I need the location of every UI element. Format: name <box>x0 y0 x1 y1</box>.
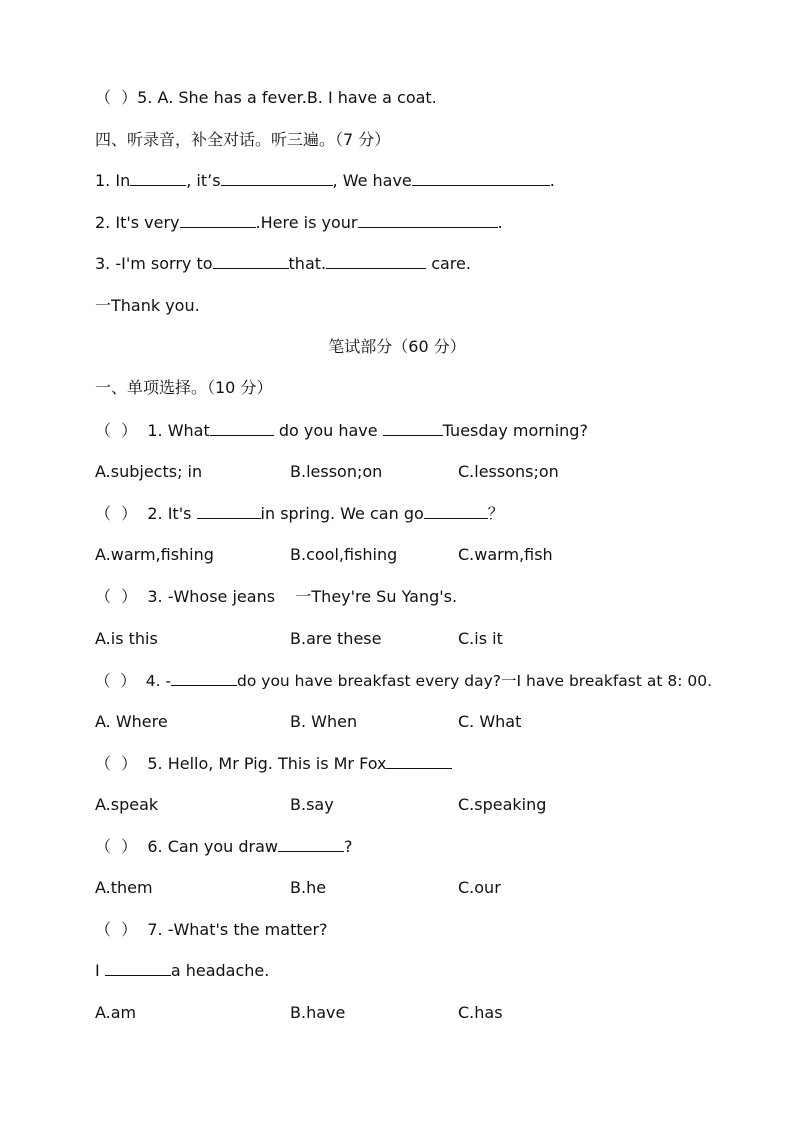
text: （ ） 1. What <box>95 421 210 440</box>
text: 3. -I'm sorry to <box>95 254 213 273</box>
section-1-title: 一、单项选择。（10 分） <box>95 378 273 397</box>
option-c[interactable]: C.is it <box>458 629 503 648</box>
text: do you have breakfast every day?一I have breakfast at 8: 00. <box>237 672 713 690</box>
fill-line-3 <box>95 254 471 274</box>
question-7-response <box>95 961 269 981</box>
answer-blank[interactable] <box>383 421 443 436</box>
text: do you have <box>273 421 383 440</box>
text: Tuesday morning? <box>442 421 588 440</box>
answer-blank[interactable] <box>358 213 498 228</box>
answer-blank[interactable] <box>171 671 237 686</box>
text: ? <box>344 837 353 856</box>
option-c[interactable]: C. What <box>458 712 522 731</box>
written-part-title: 笔试部分（60 分） <box>328 337 466 356</box>
question-2 <box>95 504 504 524</box>
answer-blank[interactable] <box>221 171 333 186</box>
option-a[interactable]: A.them <box>95 878 153 897</box>
option-c[interactable]: C.warm,fish <box>458 545 553 564</box>
answer-blank[interactable] <box>105 961 171 976</box>
answer-blank[interactable] <box>412 171 550 186</box>
answer-blank[interactable] <box>386 754 452 769</box>
option-b[interactable]: B.are these <box>290 629 382 648</box>
answer-blank[interactable] <box>180 213 256 228</box>
text: , We have <box>332 171 412 190</box>
fill-line-2 <box>95 213 503 233</box>
option-a[interactable]: A.warm,fishing <box>95 545 214 564</box>
text: （ ） 6. Can you draw <box>95 837 279 856</box>
question-3: （ ） 3. -Whose jeans 一They're Su Yang's. <box>95 587 458 606</box>
option-b[interactable]: B.say <box>290 795 334 814</box>
option-a[interactable]: A.is this <box>95 629 158 648</box>
option-b[interactable]: B.he <box>290 878 327 897</box>
option-c[interactable]: C.our <box>458 878 501 897</box>
text: ？ <box>487 504 504 523</box>
question-4 <box>95 671 712 691</box>
text: 2. It's very <box>95 213 180 232</box>
text: 1. In <box>95 171 131 190</box>
option-c[interactable]: C.lessons;on <box>458 462 559 481</box>
text: （ ） 5. Hello, Mr Pig. This is Mr Fox <box>95 754 387 773</box>
option-c[interactable]: C.has <box>458 1003 503 1022</box>
answer-blank[interactable] <box>424 504 488 519</box>
option-a[interactable]: A.speak <box>95 795 159 814</box>
text: in spring. We can go <box>260 504 424 523</box>
option-b[interactable]: B.cool,fishing <box>290 545 398 564</box>
text: that. <box>288 254 327 273</box>
option-b[interactable]: B.have <box>290 1003 346 1022</box>
question-7: （ ） 7. -What's the matter? <box>95 920 328 939</box>
option-a[interactable]: A.am <box>95 1003 137 1022</box>
text: （ ） 4. - <box>95 672 172 690</box>
answer-blank[interactable] <box>213 254 289 269</box>
option-b[interactable]: B. When <box>290 712 358 731</box>
text: , it’s <box>186 171 221 190</box>
text: care. <box>426 254 471 273</box>
fill-line-4: 一Thank you. <box>95 296 200 315</box>
answer-blank[interactable] <box>130 171 186 186</box>
listening-question-5: （ ）5. A. She has a fever.B. I have a coat. <box>95 88 437 107</box>
question-5 <box>95 754 452 774</box>
text: （ ） 2. It's <box>95 504 197 523</box>
section-4-title: 四、听录音，补全对话。听三遍。（7 分） <box>95 130 391 149</box>
option-a[interactable]: A.subjects; in <box>95 462 203 481</box>
text: . <box>497 213 503 232</box>
question-1 <box>95 421 588 441</box>
answer-blank[interactable] <box>278 837 344 852</box>
option-a[interactable]: A. Where <box>95 712 168 731</box>
text: . <box>549 171 555 190</box>
answer-blank[interactable] <box>210 421 274 436</box>
text: a headache. <box>170 961 270 980</box>
option-b[interactable]: B.lesson;on <box>290 462 383 481</box>
answer-blank[interactable] <box>326 254 426 269</box>
answer-blank[interactable] <box>197 504 261 519</box>
option-c[interactable]: C.speaking <box>458 795 547 814</box>
fill-line-1 <box>95 171 555 191</box>
question-6 <box>95 837 353 857</box>
text: I <box>95 961 105 980</box>
text: .Here is your <box>255 213 358 232</box>
